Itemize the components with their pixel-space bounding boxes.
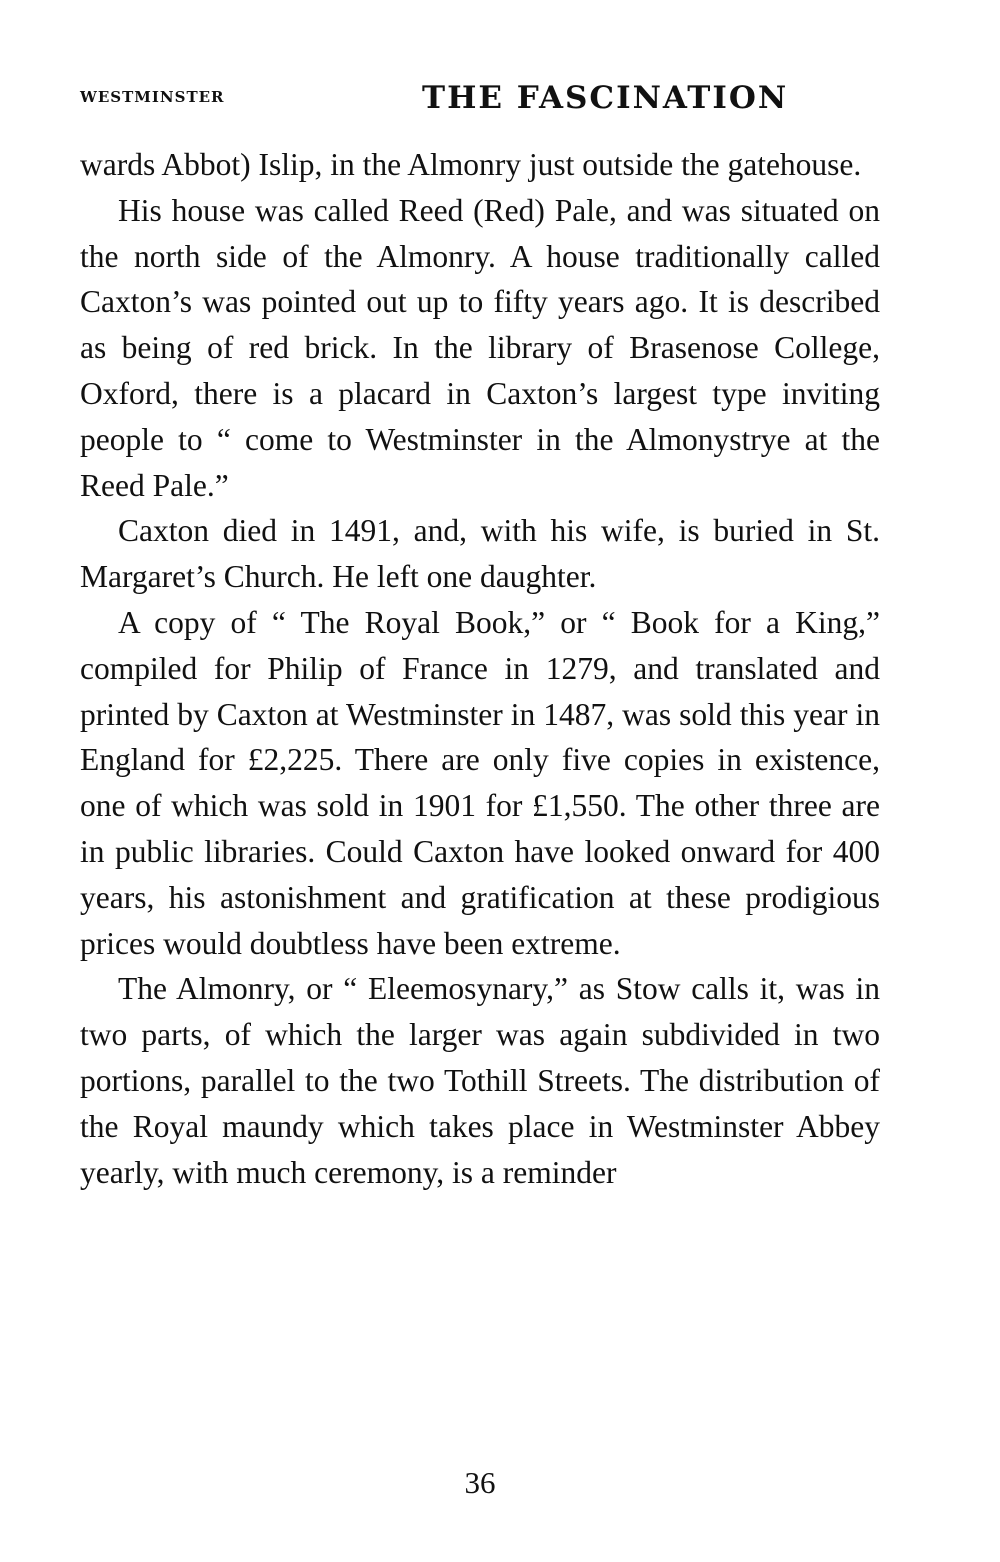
running-head [80,80,880,120]
paragraph: A copy of “ The Royal Book,” or “ Book for a King,” compiled for Philip of France in 1279, and translated and printed by Caxton at Westminster in 1487, was sold this year in England for £2,225. There are only five copies in existence, one of which was sold in 1901 for £1,550. The other three are in public libraries. Could Caxton have looked onward for 400 years, his astonishment and gratification at these prodigious prices would doubtless have been extreme. [80,604,880,961]
page-number: 36 [464,1465,496,1500]
running-head-title: THE FASCINATION [422,80,789,116]
paragraph: The Almonry, or “ Eleemosynary,” as Stow calls it, was in two parts, of which the larger was again subdivided in two portions, parallel to the two Tothill Streets. The distribution of the Royal maundy which takes place in Westminster Abbey yearly, with much ceremony, is a reminder [80,971,880,1190]
running-head-section: WESTMINSTER [80,88,225,106]
paragraph: Caxton died in 1491, and, with his wife, is buried in St. Margaret’s Church. He left one daughter. [80,513,880,595]
paragraph: His house was called Reed (Red) Pale, and was situated on the north side of the Almonry. A house traditionally called Caxton’s was pointed out up to fifty years ago. It is described as being of red brick. In the library of Brasenose College, Oxford, there is a placard in Caxton’s largest type inviting people to “ come to Westminster in the Almonystrye at the Reed Pale.” [80,192,880,503]
body-text [80,142,880,1195]
paragraph-continued: wards Abbot) Islip, in the Almonry just outside the gatehouse. [80,147,862,182]
